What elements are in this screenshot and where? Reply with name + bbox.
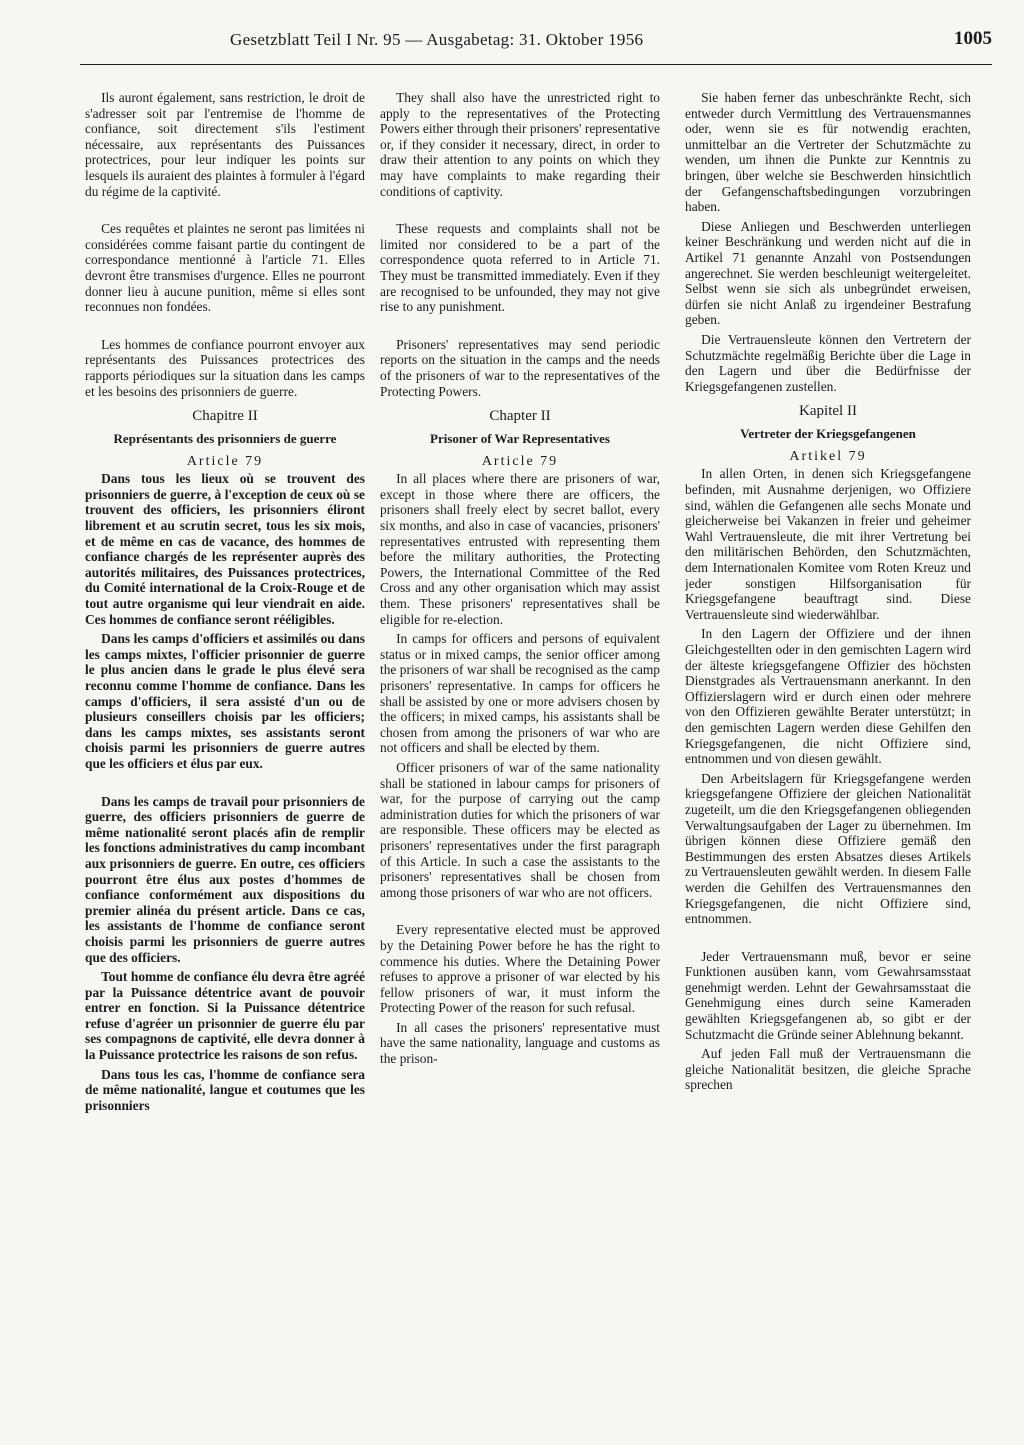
paragraph: In allen Orten, in denen sich Kriegsgefangene befinden, mit Ausnahme derjenigen, wo Offiziere sind, wählen die Gefangenen alle sechs Monate und gleicherweise bei Vakanzen in freier und geheimer Wahl Vertrauensleute, die mit ihrer Vertretung bei den militärischen Behörden, den Schutzmächten, dem Internationalen Komitee vom Roten Kreuz und jeder sonstigen Hilfsorganisation für Kriegsgefangene beauftragt sind. Diese Vertrauensleute sind wiederwählbar.	[685, 466, 971, 622]
paragraph: Ils auront également, sans restriction, le droit de s'adresser soit par l'entremise de l'homme de confiance, soit directement s'ils l'estiment nécessaire, aux représentants des Puissances protectrices, pour leur indiquer les points sur lesquels ils auraient des plaintes à formuler à l'égard du régime de la captivité.	[85, 90, 365, 199]
chapter-heading: Kapitel II	[799, 403, 857, 420]
chapter-title: Représentants des prisonniers de guerre	[113, 430, 337, 446]
page-number: 1005	[954, 28, 992, 49]
paragraph: Prisoners' representatives may send periodic reports on the situation in the camps and the needs of the prisoners of war to the representatives of the Protecting Powers.	[380, 336, 660, 399]
running-header	[80, 28, 992, 65]
article-heading: Article 79	[481, 453, 559, 469]
chapter-title: Prisoner of War Representatives	[430, 430, 610, 446]
article-heading: Article 79	[186, 453, 264, 469]
chapter-title: Vertreter der Kriegsgefangenen	[740, 425, 916, 441]
running-title: Gesetzblatt Teil I Nr. 95 — Ausgabetag: 31. Oktober 1956	[230, 30, 644, 49]
paragraph: Dans tous les lieux où se trouvent des prisonniers de guerre, à l'exception de ceux où se trouvent des officiers, les prisonniers éliront librement et au scrutin secret, tous les six mois, et de même en cas de vacance, des hommes de confiance chargés de les représenter auprès des autorités militaires, des Puissances protectrices, du Comité international de la Croix-Rouge et de tout autre organisme qui leur viendrait en aide. Ces hommes de confiance seront rééligibles.	[85, 471, 365, 627]
column-french	[85, 90, 365, 1430]
paragraph: Sie haben ferner das unbeschränkte Recht, sich entweder durch Vermittlung des Vertrauensmannes oder, wenn sie es für notwendig erachten, unmittelbar an die Vertreter der Schutzmächte zu wenden, um ihnen die Punkte zur Kenntnis zu bringen, über welche sie Beschwerden hinsichtlich der Gefangenschaftsbedingungen vorzubringen haben.	[685, 90, 971, 215]
paragraph: These requests and complaints shall not be limited nor considered to be a part of the correspondence quota referred to in Article 71. They must be transmitted immediately. Even if they are recognised to be unfounded, they may not give rise to any punishment.	[380, 221, 660, 315]
paragraph: Tout homme de confiance élu devra être agréé par la Puissance détentrice avant de pouvoir entrer en fonction. Si la Puissance détentrice refuse d'agréer un prisonnier de guerre élu par ses compagnons de captivité, elle devra donner à la Puissance protectrice les raisons de son refus.	[85, 969, 365, 1063]
chapter-heading: Chapter II	[489, 408, 551, 425]
paragraph: Officer prisoners of war of the same nationality shall be stationed in labour camps for prisoners of war, for the purpose of carrying out the camp administration duties for which the prisoners of war are responsible. These officers may be elected as prisoners' representatives under the first paragraph of this Article. In such a case the assistants to the prisoners' representatives shall be chosen from among those prisoners of war who are not officers.	[380, 759, 660, 900]
paragraph: In all places where there are prisoners of war, except in those where there are officers, the prisoners shall freely elect by secret ballot, every six months, and also in case of vacancies, prisoners' representatives entrusted with representing them before the military authorities, the Protecting Powers, the International Committee of the Red Cross and any other organisation which may assist them. These prisoners' representatives shall be eligible for re-election.	[380, 471, 660, 627]
paragraph: Every representative elected must be approved by the Detaining Power before he has the right to commence his duties. Where the Detaining Power refuses to approve a prisoner of war elected by his fellow prisoners of war, it must inform the Protecting Power of the reason for such refusal.	[380, 922, 660, 1016]
paragraph: Den Arbeitslagern für Kriegsgefangene werden kriegsgefangene Offiziere der gleichen Nationalität zugeteilt, um die den Kriegsgefangenen obliegenden Verwaltungsaufgaben der Lager zu übernehmen. Im übrigen können diese Offiziere gemäß den Bestimmungen des ersten Absatzes dieses Artikels zu Vertrauensleuten gewählt werden. In diesem Falle werden die Gehilfen des Vertrauensmannes den Kriegsgefangenen, die nicht Offiziere sind, entnommen.	[685, 770, 971, 927]
article-heading: Artikel 79	[789, 448, 867, 464]
chapter-heading: Chapitre II	[192, 408, 258, 425]
column-german	[685, 90, 971, 1430]
paragraph: Auf jeden Fall muß der Vertrauensmann die gleiche Nationalität besitzen, die gleiche Sprache sprechen	[685, 1046, 971, 1093]
text-columns	[85, 90, 990, 1430]
paragraph: Dans les camps d'officiers et assimilés ou dans les camps mixtes, l'officier prisonnier de guerre le plus ancien dans le grade le plus élevé sera reconnu comme l'homme de confiance. Dans les camps d'officiers, il sera assisté d'un ou de plusieurs conseillers choisis par les officiers; dans les camps mixtes, ses assistants seront choisis parmi les prisonniers de guerre autres que les officiers et élus par eux.	[85, 631, 365, 771]
paragraph: Les hommes de confiance pourront envoyer aux représentants des Puissances protectrices des rapports périodiques sur la situation dans les camps et les besoins des prisonniers de guerre.	[85, 336, 365, 399]
paragraph: They shall also have the unrestricted right to apply to the representatives of the Protecting Powers either through their prisoners' representative or, if they consider it necessary, direct, in order to draw their attention to any points on which they may have complaints to make regarding their conditions of captivity.	[380, 90, 660, 199]
paragraph: In all cases the prisoners' representative must have the same nationality, language and customs as the prison-	[380, 1019, 660, 1067]
paragraph: In den Lagern der Offiziere und der ihnen Gleichgestellten oder in den gemischten Lagern wird der älteste kriegsgefangene Offizier des höchsten Dienstgrades als Vertrauensmann anerkannt. In den Offizierslagern wird er durch einen oder mehrere von den Offizieren gewählte Berater unterstützt; in den gemischten Lagern werden diese Gehilfen den Kriegsgefangenen, die nicht Offiziere sind, entnommen und von diesen gewählt.	[685, 626, 971, 767]
paragraph: Dans les camps de travail pour prisonniers de guerre, des officiers prisonniers de guerre de même nationalité seront placés afin de remplir les fonctions administratives du camp incombant aux prisonniers de guerre. En outre, ces officiers pourront être élus aux postes d'hommes de confiance conformément aux dispositions du premier alinéa du présent article. Dans ce cas, les assistants de l'homme de confiance seront choisis parmi les prisonniers de guerre autres que des officiers.	[85, 793, 365, 965]
paragraph: Dans tous les cas, l'homme de confiance sera de même nationalité, langue et coutumes que les prisonniers	[85, 1066, 365, 1113]
paragraph: Jeder Vertrauensmann muß, bevor er seine Funktionen ausüben kann, vom Gewahrsamsstaat genehmigt werden. Lehnt der Gewahrsamsstaat die Genehmigung eines durch seine Kameraden gewählten Kriegsgefangenen ab, so gibt er der Schutzmacht die Gründe seiner Ablehnung bekannt.	[685, 948, 971, 1042]
paragraph: In camps for officers and persons of equivalent status or in mixed camps, the senior officer among the prisoners of war shall be recognised as the camp prisoners' representative. In camps for officers he shall be assisted by one or more advisers chosen by the officers; in mixed camps, his assistants shall be chosen from among the prisoners of war who are not officers and shall be elected by them.	[380, 631, 660, 756]
column-english	[380, 90, 660, 1430]
paragraph: Die Vertrauensleute können den Vertretern der Schutzmächte regelmäßig Berichte über die Lage in den Lagern und über die Bedürfnisse der Kriegsgefangenen zustellen.	[685, 331, 971, 394]
paragraph: Diese Anliegen und Beschwerden unterliegen keiner Beschränkung und werden nicht auf die in Artikel 71 genannte Anzahl von Postsendungen angerechnet. Sie werden beschleunigt weitergeleitet. Selbst wenn sie sich als unbegründet erweisen, dürfen sie nicht Anlaß zu irgendeiner Bestrafung geben.	[685, 218, 971, 328]
paragraph: Ces requêtes et plaintes ne seront pas limitées ni considérées comme faisant partie du contingent de correspondance mentionné à l'article 71. Elles devront être transmises d'urgence. Elles ne pourront donner lieu à aucune punition, même si elles sont reconnues non fondées.	[85, 221, 365, 315]
